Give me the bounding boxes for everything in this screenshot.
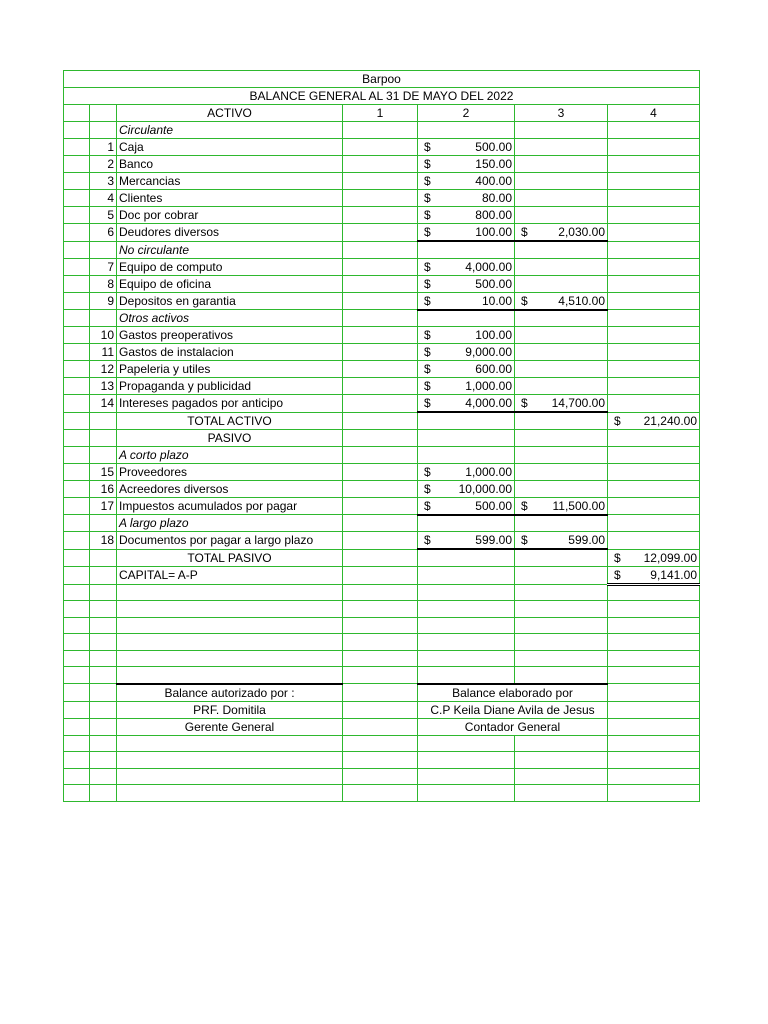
account-name: Impuestos acumulados por pagar bbox=[117, 497, 343, 515]
account-row bbox=[64, 139, 700, 156]
account-number: 5 bbox=[90, 207, 117, 224]
signature-role-row bbox=[64, 718, 700, 735]
sheet-title: BALANCE GENERAL AL 31 DE MAYO DEL 2022 bbox=[64, 88, 700, 105]
currency-symbol: $ bbox=[521, 396, 528, 410]
account-row bbox=[64, 497, 700, 515]
amount-col-2 bbox=[418, 275, 515, 292]
account-number: 16 bbox=[90, 480, 117, 497]
currency-symbol: $ bbox=[424, 225, 431, 239]
account-row bbox=[64, 292, 700, 310]
account-number: 3 bbox=[90, 173, 117, 190]
prepared-by-caption: Balance elaborado por bbox=[418, 684, 608, 702]
currency-symbol: $ bbox=[521, 533, 528, 547]
currency-symbol: $ bbox=[424, 191, 431, 205]
amount-value: 150.00 bbox=[475, 157, 512, 171]
capital-row bbox=[64, 566, 700, 584]
balance-sheet-body bbox=[64, 71, 700, 802]
account-row bbox=[64, 327, 700, 344]
total-pasivo-label: TOTAL PASIVO bbox=[117, 549, 343, 566]
subtotal-col-3 bbox=[515, 532, 608, 550]
amount-col-2 bbox=[418, 190, 515, 207]
total-pasivo-value bbox=[608, 549, 700, 566]
currency-symbol: $ bbox=[424, 533, 431, 547]
section-largo-plazo-row bbox=[64, 515, 700, 532]
currency-symbol: $ bbox=[521, 498, 528, 513]
amount-col-2 bbox=[418, 207, 515, 224]
currency-symbol: $ bbox=[424, 276, 431, 291]
account-name: Proveedores bbox=[117, 463, 343, 480]
amount-col-2 bbox=[418, 139, 515, 156]
blank-row bbox=[64, 584, 700, 601]
account-number: 12 bbox=[90, 361, 117, 378]
column-header-4: 4 bbox=[608, 105, 700, 122]
amount-value: 9,141.00 bbox=[650, 567, 697, 582]
account-name: Equipo de computo bbox=[117, 258, 343, 275]
amount-value: 800.00 bbox=[475, 208, 512, 222]
blank-row bbox=[64, 601, 700, 618]
column-header-activo: ACTIVO bbox=[117, 105, 343, 122]
currency-symbol: $ bbox=[424, 328, 431, 342]
amount-value: 4,000.00 bbox=[465, 396, 512, 410]
amount-value: 400.00 bbox=[475, 174, 512, 188]
amount-value: 599.00 bbox=[568, 533, 605, 547]
account-row bbox=[64, 361, 700, 378]
total-activo-row bbox=[64, 412, 700, 429]
company-name: Barpoo bbox=[64, 71, 700, 88]
section-largo-plazo: A largo plazo bbox=[117, 515, 343, 532]
account-row bbox=[64, 378, 700, 395]
account-row bbox=[64, 224, 700, 242]
subtotal-col-3 bbox=[515, 395, 608, 413]
currency-symbol: $ bbox=[614, 567, 621, 582]
account-name: Propaganda y publicidad bbox=[117, 378, 343, 395]
amount-col-2 bbox=[418, 156, 515, 173]
pasivo-header-row bbox=[64, 429, 700, 446]
amount-value: 4,510.00 bbox=[558, 293, 605, 308]
company-row bbox=[64, 71, 700, 88]
currency-symbol: $ bbox=[424, 140, 431, 154]
amount-value: 9,000.00 bbox=[465, 345, 512, 359]
account-name: Clientes bbox=[117, 190, 343, 207]
account-number: 14 bbox=[90, 395, 117, 413]
amount-value: 80.00 bbox=[481, 191, 512, 205]
amount-col-2 bbox=[418, 258, 515, 275]
account-number: 17 bbox=[90, 497, 117, 515]
account-number: 9 bbox=[90, 292, 117, 310]
currency-symbol: $ bbox=[424, 293, 431, 308]
signature-caption-row bbox=[64, 684, 700, 702]
subtotal-col-3 bbox=[515, 497, 608, 515]
amount-value: 2,030.00 bbox=[558, 225, 605, 239]
blank-row bbox=[64, 617, 700, 634]
title-row bbox=[64, 88, 700, 105]
section-corto-plazo-row bbox=[64, 446, 700, 463]
currency-symbol: $ bbox=[424, 481, 431, 496]
account-row bbox=[64, 532, 700, 550]
pasivo-label: PASIVO bbox=[117, 429, 343, 446]
account-number: 11 bbox=[90, 344, 117, 361]
section-circulante-row bbox=[64, 122, 700, 139]
account-name: Deudores diversos bbox=[117, 224, 343, 242]
capital-value bbox=[608, 566, 700, 584]
column-header-1: 1 bbox=[343, 105, 418, 122]
account-name: Gastos de instalacion bbox=[117, 344, 343, 361]
currency-symbol: $ bbox=[424, 396, 431, 410]
amount-value: 100.00 bbox=[475, 225, 512, 239]
blank-row bbox=[64, 752, 700, 769]
currency-symbol: $ bbox=[614, 413, 621, 428]
authorized-by-caption: Balance autorizado por : bbox=[117, 684, 343, 702]
account-number: 10 bbox=[90, 327, 117, 344]
blank-row bbox=[64, 785, 700, 802]
account-name: Papeleria y utiles bbox=[117, 361, 343, 378]
account-row bbox=[64, 190, 700, 207]
amount-col-2 bbox=[418, 361, 515, 378]
authorizer-name: PRF. Domitila bbox=[117, 701, 343, 718]
subtotal-col-3 bbox=[515, 292, 608, 310]
currency-symbol: $ bbox=[424, 259, 431, 274]
account-name: Equipo de oficina bbox=[117, 275, 343, 292]
account-number: 2 bbox=[90, 156, 117, 173]
balance-sheet-table bbox=[63, 70, 700, 802]
blank-row bbox=[64, 768, 700, 785]
account-number: 7 bbox=[90, 258, 117, 275]
currency-symbol: $ bbox=[424, 174, 431, 188]
account-row bbox=[64, 480, 700, 497]
total-pasivo-row bbox=[64, 549, 700, 566]
column-header-3: 3 bbox=[515, 105, 608, 122]
subtotal-col-3 bbox=[515, 224, 608, 242]
amount-value: 14,700.00 bbox=[551, 396, 605, 410]
amount-col-2 bbox=[418, 173, 515, 190]
blank-row bbox=[64, 634, 700, 651]
account-name: Banco bbox=[117, 156, 343, 173]
account-row bbox=[64, 207, 700, 224]
currency-symbol: $ bbox=[521, 225, 528, 239]
account-row bbox=[64, 258, 700, 275]
currency-symbol: $ bbox=[424, 157, 431, 171]
account-row bbox=[64, 156, 700, 173]
account-number: 6 bbox=[90, 224, 117, 242]
column-header-row bbox=[64, 105, 700, 122]
account-number: 1 bbox=[90, 139, 117, 156]
amount-col-2 bbox=[418, 480, 515, 497]
preparer-name: C.P Keila Diane Avila de Jesus bbox=[418, 701, 608, 718]
account-name: Depositos en garantia bbox=[117, 292, 343, 310]
section-no-circulante: No circulante bbox=[117, 241, 343, 258]
account-number: 8 bbox=[90, 275, 117, 292]
account-number: 18 bbox=[90, 532, 117, 550]
column-header-2: 2 bbox=[418, 105, 515, 122]
account-name: Documentos por pagar a largo plazo bbox=[117, 532, 343, 550]
account-row bbox=[64, 344, 700, 361]
account-name: Intereses pagados por anticipo bbox=[117, 395, 343, 413]
amount-value: 599.00 bbox=[475, 533, 512, 547]
blank-row bbox=[64, 667, 700, 684]
blank-row bbox=[64, 650, 700, 667]
amount-col-2 bbox=[418, 497, 515, 515]
amount-value: 12,099.00 bbox=[643, 550, 697, 565]
account-name: Mercancias bbox=[117, 173, 343, 190]
section-otros-activos: Otros activos bbox=[117, 310, 343, 327]
account-number: 4 bbox=[90, 190, 117, 207]
amount-col-2 bbox=[418, 378, 515, 395]
account-row bbox=[64, 395, 700, 413]
amount-value: 600.00 bbox=[475, 362, 512, 376]
section-circulante: Circulante bbox=[117, 122, 343, 139]
amount-value: 21,240.00 bbox=[643, 413, 697, 428]
preparer-role: Contador General bbox=[418, 718, 608, 735]
account-name: Gastos preoperativos bbox=[117, 327, 343, 344]
currency-symbol: $ bbox=[424, 362, 431, 376]
capital-label: CAPITAL= A-P bbox=[117, 566, 343, 584]
currency-symbol: $ bbox=[424, 498, 431, 513]
amount-value: 4,000.00 bbox=[465, 259, 512, 274]
blank-row bbox=[64, 735, 700, 752]
amount-value: 1,000.00 bbox=[465, 464, 512, 479]
currency-symbol: $ bbox=[424, 464, 431, 479]
currency-symbol: $ bbox=[424, 345, 431, 359]
account-row bbox=[64, 463, 700, 480]
amount-col-2 bbox=[418, 532, 515, 550]
currency-symbol: $ bbox=[424, 379, 431, 393]
account-number: 15 bbox=[90, 463, 117, 480]
amount-value: 500.00 bbox=[475, 498, 512, 513]
account-row bbox=[64, 275, 700, 292]
currency-symbol: $ bbox=[521, 293, 528, 308]
currency-symbol: $ bbox=[424, 208, 431, 222]
currency-symbol: $ bbox=[614, 550, 621, 565]
amount-value: 500.00 bbox=[475, 140, 512, 154]
signature-name-row bbox=[64, 701, 700, 718]
amount-value: 10.00 bbox=[481, 293, 512, 308]
account-number: 13 bbox=[90, 378, 117, 395]
amount-col-2 bbox=[418, 292, 515, 310]
authorizer-role: Gerente General bbox=[117, 718, 343, 735]
section-corto-plazo: A corto plazo bbox=[117, 446, 343, 463]
account-name: Caja bbox=[117, 139, 343, 156]
amount-value: 10,000.00 bbox=[458, 481, 512, 496]
amount-value: 11,500.00 bbox=[552, 498, 605, 513]
amount-col-2 bbox=[418, 224, 515, 242]
account-row bbox=[64, 173, 700, 190]
amount-value: 100.00 bbox=[475, 328, 512, 342]
total-activo-value bbox=[608, 412, 700, 429]
total-activo-label: TOTAL ACTIVO bbox=[117, 412, 343, 429]
amount-col-2 bbox=[418, 395, 515, 413]
account-name: Acreedores diversos bbox=[117, 480, 343, 497]
account-name: Doc por cobrar bbox=[117, 207, 343, 224]
section-otros-activos-row bbox=[64, 310, 700, 327]
section-no-circulante-row bbox=[64, 241, 700, 258]
amount-value: 500.00 bbox=[475, 276, 512, 291]
amount-col-2 bbox=[418, 327, 515, 344]
amount-col-2 bbox=[418, 344, 515, 361]
amount-value: 1,000.00 bbox=[465, 379, 512, 393]
amount-col-2 bbox=[418, 463, 515, 480]
